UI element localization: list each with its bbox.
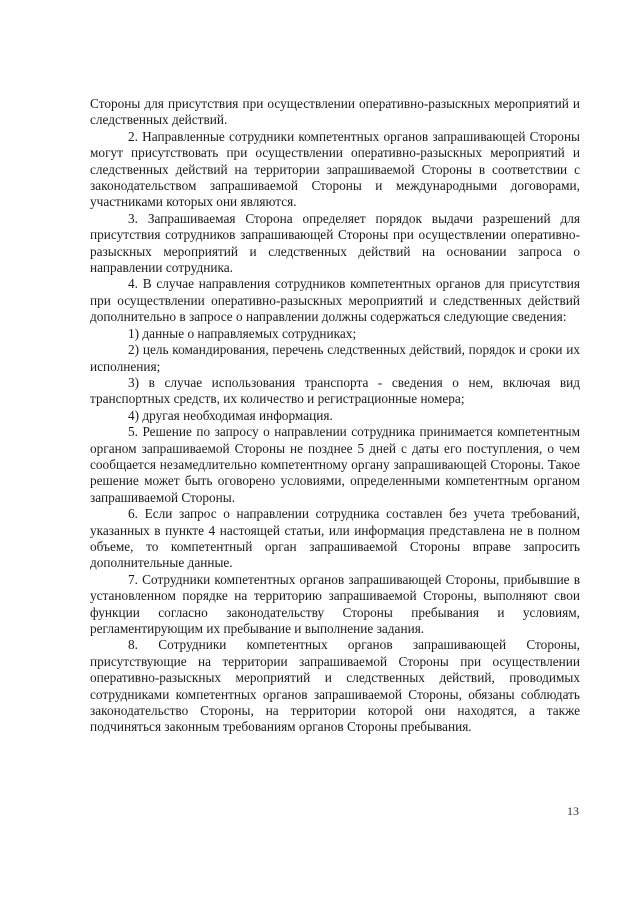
paragraph: 6. Если запрос о направлении сотрудника составлен без учета требований, указанных в пункте 4 настоящей статьи, или информация представлена не в полном объеме, то компетентный орган запрашиваемой Стороны вправе запросить дополнительные данные. (90, 506, 580, 571)
document-body (90, 96, 580, 736)
paragraph: 2. Направленные сотрудники компетентных органов запрашивающей Стороны могут присутствовать при осуществлении оперативно-разыскных мероприятий и следственных действий на территории запрашиваемой Стороны в соответствии с законодательством запрашиваемой Стороны и международными договорами, участниками которых они являются. (90, 128, 580, 210)
paragraph: Стороны для присутствия при осуществлении оперативно-разыскных мероприятий и следственных действий. (90, 96, 580, 128)
page-number: 13 (567, 804, 579, 818)
paragraph: 8. Сотрудники компетентных органов запрашивающей Стороны, присутствующие на территории запрашиваемой Стороны при осуществлении оперативно-разыскных мероприятий и следственных действий, проводимых сотрудниками компетентных органов запрашиваемой Стороны, обязаны соблюдать законодательство Стороны, на территории которой они находятся, а также подчиняться законным требованиям органов Стороны пребывания. (90, 637, 580, 735)
paragraph: 4. В случае направления сотрудников компетентных органов для присутствия при осуществлении оперативно-разыскных мероприятий и следственных действий дополнительно в запросе о направлении должны содержаться следующие сведения: (90, 276, 580, 325)
paragraph: 7. Сотрудники компетентных органов запрашивающей Стороны, прибывшие в установленном порядке на территорию запрашиваемой Стороны, выполняют свои функции согласно законодательству Стороны пребывания и условиям, регламентирующим их пребывание и выполнение задания. (90, 571, 580, 636)
paragraph: 3. Запрашиваемая Сторона определяет порядок выдачи разрешений для присутствия сотрудников запрашивающей Стороны при осуществлении оперативно-разыскных мероприятий и следственных действий на основании запроса о направлении сотрудника. (90, 210, 580, 276)
paragraph: 5. Решение по запросу о направлении сотрудника принимается компетентным органом запрашиваемой Стороны не позднее 5 дней с даты его поступления, о чем сообщается незамедлительно компетентному органу запрашивающей Стороны. Такое решение может быть оговорено условиями, определенными компетентным органом запрашиваемой Стороны. (90, 424, 580, 505)
list-item: 1) данные о направляемых сотрудниках; (128, 325, 357, 341)
list-item: 2) цель командирования, перечень следственных действий, порядок и сроки их исполнения; (90, 342, 580, 374)
list-item: 4) другая необходимая информация. (128, 407, 333, 423)
list-item: 3) в случае использования транспорта - сведения о нем, включая вид транспортных средств, их количество и регистрационные номера; (90, 374, 580, 407)
